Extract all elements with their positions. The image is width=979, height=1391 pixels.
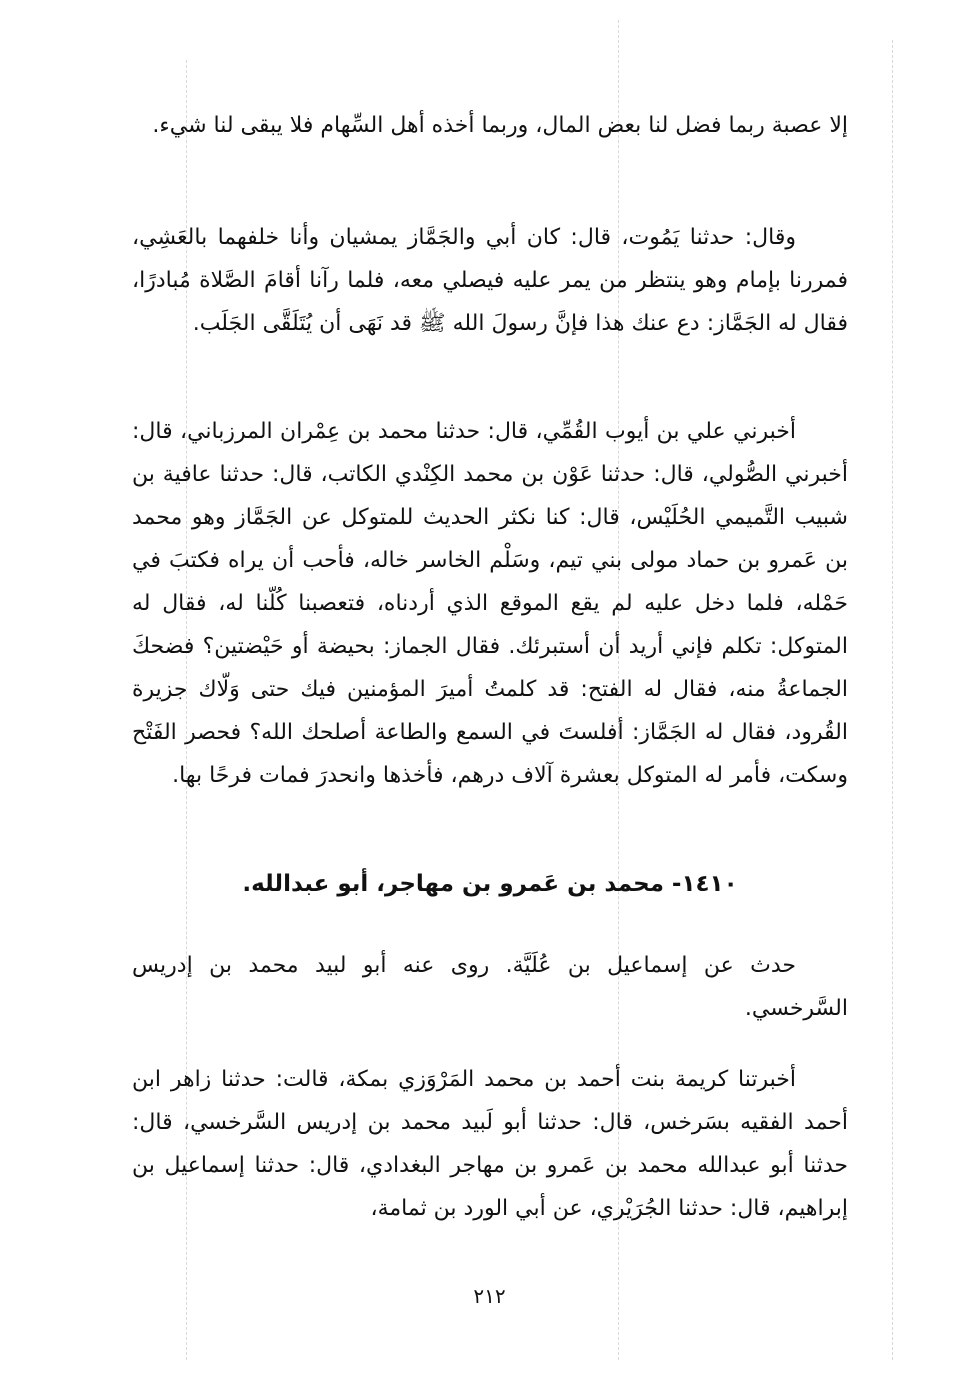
paragraph-jammaz-prayer: وقال: حدثنا يَمُوت، قال: كان أبي والجَمَّاز يمشيان وأنا خلفهما بالعَشِي، فمررنا بإمام وهو ينتظر من يمر عليه فيصلي معه، فلما رآنا أقامَ الصَّلاة مُبادرًا، فقال له الجَمَّاز: دع عنك هذا فإنَّ رسولَ الله ﷺ قد نَهَى أن يُتَلَقَّى الجَلَب. — [132, 225, 848, 336]
paragraph-narration: حدث عن إسماعيل بن عُلَيَّة. روى عنه أبو لبيد محمد بن إدريس السَّرخسي. — [132, 953, 848, 1021]
paragraph-isnad: أخبرتنا كريمة بنت أحمد بن محمد المَرْوَزي بمكة، قالت: حدثنا زاهر ابن أحمد الفقيه بسَرخس، قال: حدثنا أبو لَبيد محمد بن إدريس السَّرخسي، قال: حدثنا أبو عبدالله محمد بن عَمرو بن مهاجر البغدادي، قال: حدثنا إسماعيل بن إبراهيم، قال: حدثنا الجُرَيْري، عن أبي الورد بن ثمامة، — [132, 1067, 848, 1221]
scan-guide-line — [892, 40, 893, 1360]
paragraph-mutawakkil-story: أخبرني علي بن أيوب القُمِّي، قال: حدثنا محمد بن عِمْران المرزباني، قال: أخبرني الصُّولي، قال: حدثنا عَوْن بن محمد الكِنْدي الكاتب، قال: حدثنا عافية بن شبيب التَّميمي الحُلَيْس، قال: كنا نكثر الحديث للمتوكل عن الجَمَّاز وهو محمد بن عَمرو بن حماد مولى بني تيم، وسَلْم الخاسر خاله، فأحب أن يراه فكتبَ في حَمْله، فلما دخل عليه لم يقع الموقع الذي أردناه، فتعصبنا كُلّنا له، فقال له المتوكل: تكلم فإني أريد أن أستبرئك. فقال الجماز: بحيضة أو حَيْضتين؟ فضحكَ الجماعةُ منه، فقال له الفتح: قد كلمتُ أميرَ المؤمنين فيك حتى وَلّاك جزيرة القُرود، فقال له الجَمَّاز: أفلستَ في السمع والطاعة أصلحك الله؟ فحصر الفَتْح وسكت، فأمر له المتوكل بعشرة آلاف درهم، فأخذها وانحدرَ فمات فرحًا بها. — [132, 419, 848, 788]
biography-heading: ١٤١٠- محمد بن عَمرو بن مهاجر، أبو عبدالله. — [242, 871, 738, 897]
paragraph-continuation: إلا عصبة ربما فضل لنا بعض المال، وربما أخذه أهل السِّهام فلا يبقى لنا شيء. — [152, 113, 848, 138]
page-number: ٢١٢ — [473, 1284, 506, 1308]
